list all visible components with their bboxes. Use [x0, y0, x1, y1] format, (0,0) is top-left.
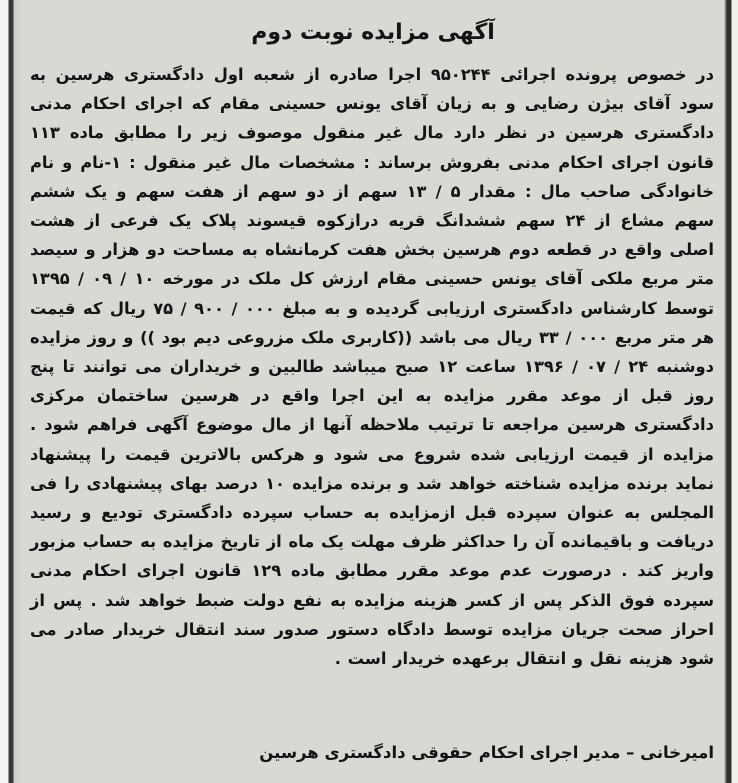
- auction-notice: [26, 0, 720, 783]
- notice-body: در خصوص پرونده اجرائی ۹۵۰۲۴۴ اجرا صادره از شعبه اول دادگستری هرسین به سود آقای بیژن رضایی و به زیان آقای یونس حسینی مقام که اجرای احکام مدنی دادگستری هرسین در نظر دارد مال غیر منقول موصوف زیر را مطابق ماده ۱۱۳ قانون اجرای احکام مدنی بفروش برساند : مشخصات مال غیر منقول : ۱-نام و نام خانوادگی صاحب مال : مقدار ۵ / ۱۳ سهم از دو سهم از هفت سهم و یک ششم سهم مشاع از ۲۴ سهم ششدانگ قریه درازکوه قیسوند پلاک یک فرعی از هشت اصلی واقع در قطعه دوم هرسین بخش هفت کرمانشاه به مساحت دو هزار و سیصد متر مربع ملکی آقای یونس حسینی مقام ارزش کل ملک در مورخه ۱۰ / ۰۹ / ۱۳۹۵ توسط کارشناس دادگستری ارزیابی گردیده و به مبلغ ۰۰۰ / ۹۰۰ / ۷۵ ریال که قیمت هر متر مربع ۰۰۰ / ۳۳ ریال می باشد ((کاربری ملک مزروعی دیم بود )) و روز مزایده دوشنبه ۲۴ / ۰۷ / ۱۳۹۶ ساعت ۱۲ صبح میباشد طالبین و خریداران می توانند تا پنج روز قبل از موعد مقرر مزایده به این اجرا واقع در هرسین ساختمان مرکزی دادگستری هرسین مراجعه تا ترتیب ملاحظه آنها از مال موضوع آگهی فراهم شود . مزایده از قیمت ارزیابی شده شروع می شود و هرکس بالاترین قیمت را پیشنهاد نماید برنده مزایده شناخته خواهد شد و برنده مزایده ۱۰ درصد بهای پیشنهادی را فی المجلس به عنوان سپرده قبل ازمزایده به حساب سپرده دادگستری تودیع و رسید دریافت و باقیمانده آن را حداکثر ظرف مهلت یک ماه از تاریخ مزایده به حساب مزبور واریز کند . درصورت عدم موعد مقرر مطابق ماده ۱۲۹ قانون اجرای احکام مدنی سپرده فوق الذکر پس از کسر هزینه مزایده به نفع دولت ضبط خواهد شد . پس از احراز صحت جریان مزایده توسط دادگاه دستور صدور سند انتقال خریدار صادر می شود هزینه نقل و انتقال برعهده خریدار است .: [30, 65, 714, 669]
- scan-border-left: [0, 0, 22, 783]
- notice-headline: آگهی مزایده نوبت دوم: [251, 20, 495, 45]
- notice-signature: امیرخانی – مدیر اجرای احکام حقوقی دادگستری هرسین: [259, 743, 714, 762]
- scan-border-right: [724, 0, 738, 783]
